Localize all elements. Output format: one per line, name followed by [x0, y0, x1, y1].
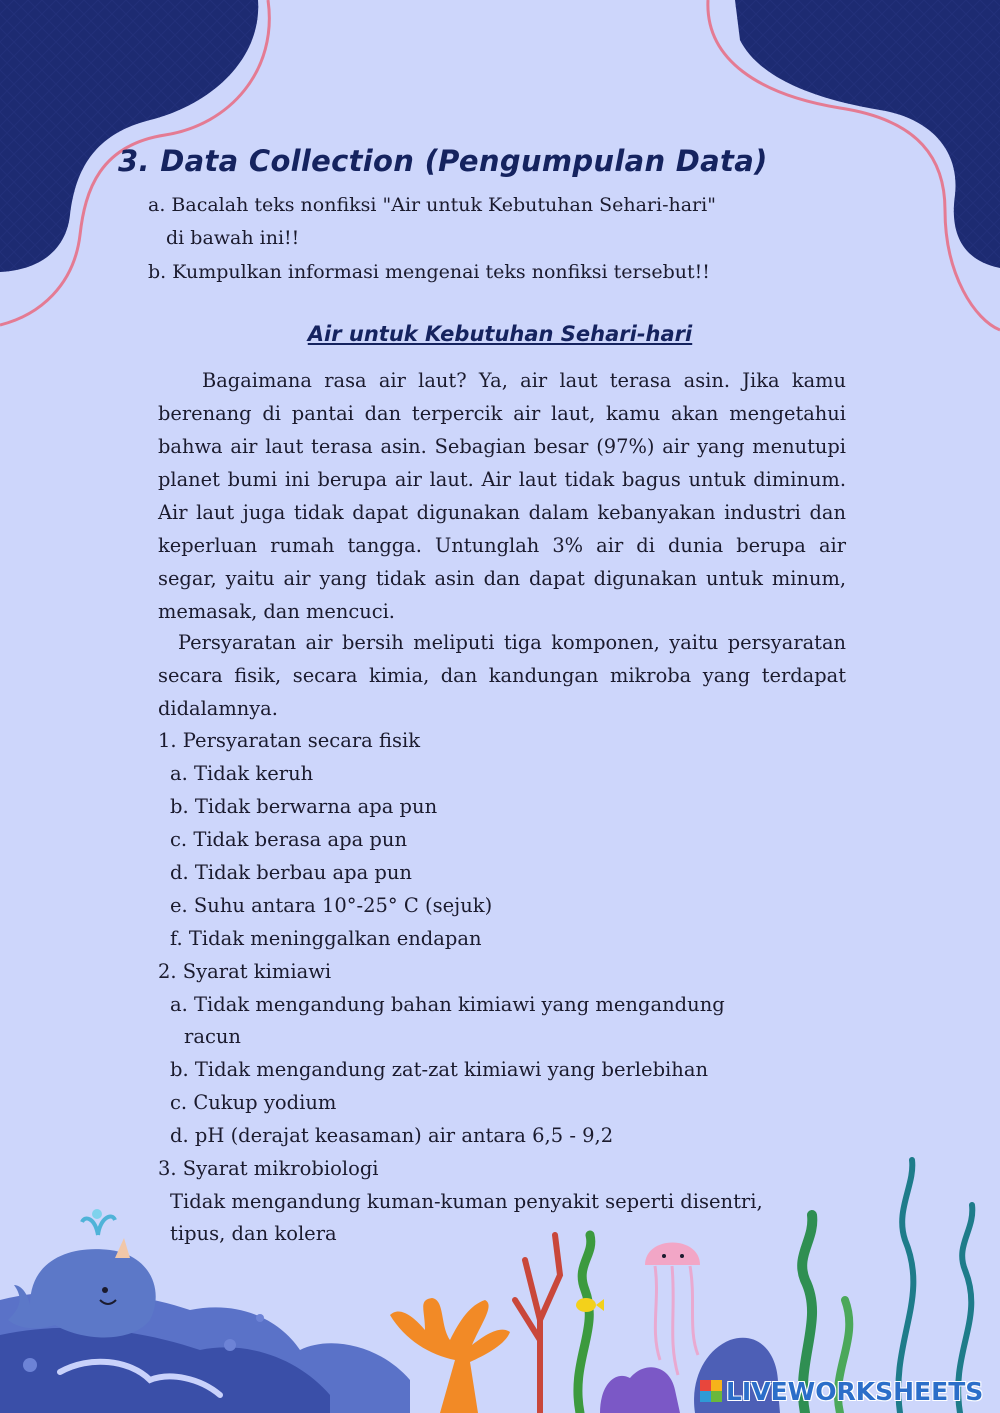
list-item: c. Cukup yodium [170, 1091, 337, 1114]
list-item: b. Tidak mengandung zat-zat kimiawi yang berlebihan [170, 1058, 709, 1081]
list-item: a. Tidak keruh [170, 762, 314, 785]
list-item-continuation: racun [184, 1025, 241, 1048]
list-item: c. Tidak berasa apa pun [170, 828, 408, 851]
list-item: d. pH (derajat keasaman) air antara 6,5 - 9,2 [170, 1124, 614, 1147]
instruction-b: b. Kumpulkan informasi mengenai teks nonfiksi tersebut!! [148, 261, 710, 283]
kimia-heading: 2. Syarat kimiawi [158, 960, 332, 983]
section-title: 3. Data Collection (Pengumpulan Data) [118, 144, 768, 178]
article-paragraph-1: Bagaimana rasa air laut? Ya, air laut terasa asin. Jika kamu berenang di pantai dan terpercik air laut, kamu akan mengetahui bahwa air laut terasa asin. Sebagian besar (97%) air yang menutupi planet bumi ini berupa air laut. Air laut tidak bagus untuk diminum. Air laut juga tidak dapat digunakan dalam kebanyakan industri dan keperluan rumah tangga. Untunglah 3% air di dunia berupa air segar, yaitu air yang tidak asin dan dapat digunakan untuk minum, memasak, dan mencuci. [158, 369, 846, 623]
article-title: Air untuk Kebutuhan Sehari-hari [307, 322, 693, 346]
mikro-text-line1: Tidak mengandung kuman-kuman penyakit seperti disentri, [170, 1190, 763, 1213]
mikro-heading: 3. Syarat mikrobiologi [158, 1157, 379, 1180]
list-item: a. Tidak mengandung bahan kimiawi yang mengandung [170, 993, 725, 1016]
list-item: b. Tidak berwarna apa pun [170, 795, 438, 818]
list-item: f. Tidak meninggalkan endapan [170, 927, 482, 950]
list-item: e. Suhu antara 10°-25° C (sejuk) [170, 894, 493, 917]
liveworksheets-brand-text: LIVEWORKSHEETS [726, 1376, 984, 1406]
instruction-a-line2: di bawah ini!! [166, 227, 300, 249]
liveworksheets-watermark[interactable] [700, 1374, 983, 1408]
list-item: d. Tidak berbau apa pun [170, 861, 412, 884]
article-paragraph-2: Persyaratan air bersih meliputi tiga komponen, yaitu persyaratan secara fisik, secara kimia, dan kandungan mikroba yang terdapat didalamnya. [158, 631, 846, 720]
instruction-a-line1: a. Bacalah teks nonfiksi "Air untuk Kebutuhan Sehari-hari" [148, 194, 716, 216]
liveworksheets-logo-icon [700, 1380, 722, 1402]
fisik-heading: 1. Persyaratan secara fisik [158, 729, 421, 752]
mikro-text-line2: tipus, dan kolera [170, 1222, 337, 1245]
